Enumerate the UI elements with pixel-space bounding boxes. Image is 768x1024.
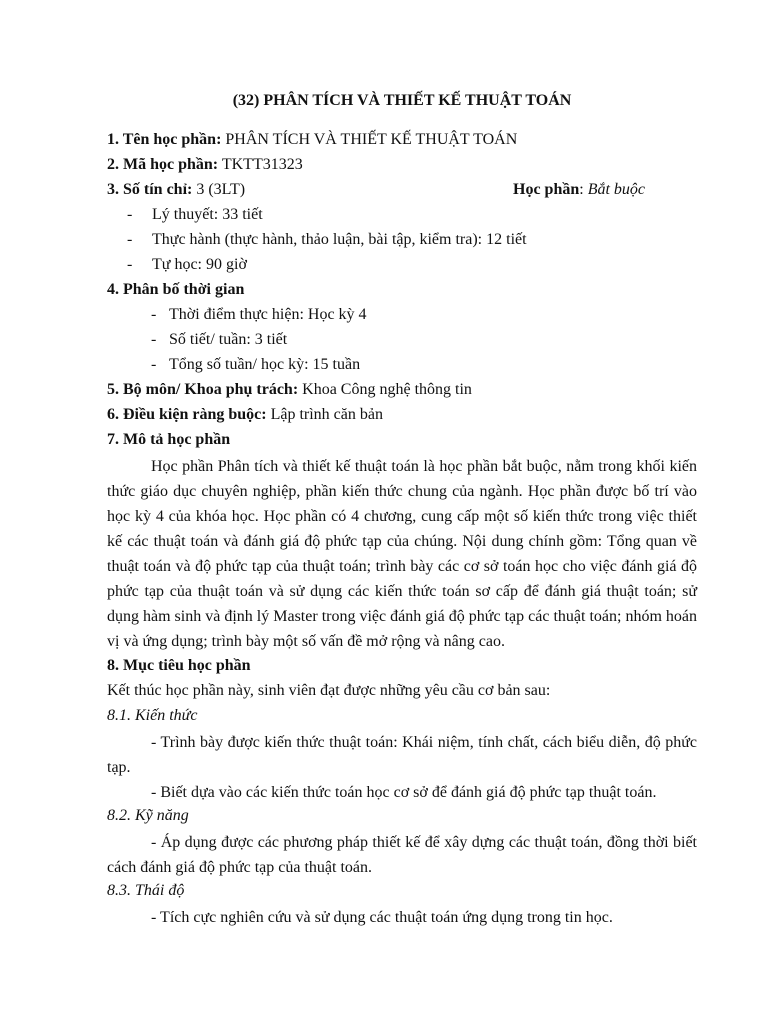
knowledge-heading: 8.1. Kiến thức	[107, 707, 198, 724]
course-type-sep: :	[579, 181, 588, 198]
course-code-value: TKTT31323	[218, 156, 303, 173]
skills-item: - Áp dụng được các phương pháp thiết kế để xây dựng các thuật toán, đồng thời biết cách đánh giá độ phức tạp của thuật toán.	[107, 834, 697, 876]
dash-bullet: -	[151, 331, 157, 348]
objectives-heading: 8. Mục tiêu học phần	[107, 657, 251, 674]
description-paragraph: Học phần Phân tích và thiết kế thuật toán là học phần bắt buộc, nằm trong khối kiến thức giáo dục chuyên nghiệp, phần kiến thức chung của ngành. Học phần được bố trí vào học kỳ 4 của khóa học. Học phần có 4 chương, cung cấp một số kiến thức trong việc thiết kế các thuật toán và đánh giá độ phức tạp của chúng. Nội dung chính gồm: Tổng quan về thuật toán và độ phức tạp của thuật toán; trình bày các cơ sở toán học cho việc đánh giá độ phức tạp của thuật toán và sử dụng các kiến thức toán sơ cấp để đánh giá thuật toán; sử dụng hàm sinh và định lý Master trong việc đánh giá độ phức tạp các thuật toán; nhóm hoán vị và ứng dụng; trình bày một số vấn đề mở rộng và nâng cao.	[107, 458, 697, 650]
course-type	[513, 179, 645, 201]
credits-item-text: Thực hành (thực hành, thảo luận, bài tập, kiểm tra): 12 tiết	[152, 231, 527, 248]
course-code-label: 2. Mã học phần:	[107, 156, 219, 173]
course-name-line	[107, 129, 517, 151]
department-label: 5. Bộ môn/ Khoa phụ trách:	[107, 381, 299, 398]
document-title: (32) PHÂN TÍCH VÀ THIẾT KẾ THUẬT TOÁN	[232, 92, 572, 109]
credits-item-text: Lý thuyết: 33 tiết	[152, 206, 263, 223]
prerequisite-value: Lập trình căn bản	[266, 406, 383, 423]
attitude-heading: 8.3. Thái độ	[107, 882, 185, 899]
course-type-value: Bắt buộc	[587, 181, 646, 198]
course-name-label: 1. Tên học phần:	[107, 131, 222, 148]
objectives-intro: Kết thúc học phần này, sinh viên đạt được những yêu cầu cơ bản sau:	[107, 682, 551, 699]
credits-item	[127, 204, 263, 226]
skills-heading: 8.2. Kỹ năng	[107, 807, 189, 824]
department-line	[107, 379, 472, 401]
knowledge-item: - Trình bày được kiến thức thuật toán: Khái niệm, tính chất, cách biểu diễn, độ phức tạp.	[107, 734, 697, 776]
time-item-text: Tổng số tuần/ học kỳ: 15 tuần	[169, 356, 361, 373]
attitude-item: - Tích cực nghiên cứu và sử dụng các thuật toán ứng dụng trong tin học.	[151, 909, 613, 926]
course-code-line	[107, 154, 303, 176]
dash-bullet: -	[127, 256, 133, 273]
credits-value: 3 (3LT)	[192, 181, 246, 198]
knowledge-item: - Biết dựa vào các kiến thức toán học cơ sở để đánh giá độ phức tạp thuật toán.	[151, 784, 657, 801]
dash-bullet: -	[127, 206, 133, 223]
credits-item	[127, 229, 527, 251]
time-allocation-heading: 4. Phân bố thời gian	[107, 281, 245, 298]
time-item	[151, 354, 360, 376]
time-item	[151, 304, 367, 326]
dash-bullet: -	[151, 306, 157, 323]
time-item	[151, 329, 287, 351]
credits-line	[107, 179, 697, 201]
course-type-label: Học phần	[513, 181, 580, 198]
course-name-value: PHÂN TÍCH VÀ THIẾT KẾ THUẬT TOÁN	[221, 131, 518, 148]
department-value: Khoa Công nghệ thông tin	[298, 381, 472, 398]
time-item-text: Thời điểm thực hiện: Học kỳ 4	[169, 306, 367, 323]
prerequisite-line	[107, 404, 383, 426]
prerequisite-label: 6. Điều kiện ràng buộc:	[107, 406, 267, 423]
dash-bullet: -	[127, 231, 133, 248]
credits-label: 3. Số tín chỉ:	[107, 181, 193, 198]
credits-item	[127, 254, 247, 276]
description-heading: 7. Mô tả học phần	[107, 431, 231, 448]
credits-item-text: Tự học: 90 giờ	[152, 256, 247, 273]
time-item-text: Số tiết/ tuần: 3 tiết	[169, 331, 288, 348]
dash-bullet: -	[151, 356, 157, 373]
